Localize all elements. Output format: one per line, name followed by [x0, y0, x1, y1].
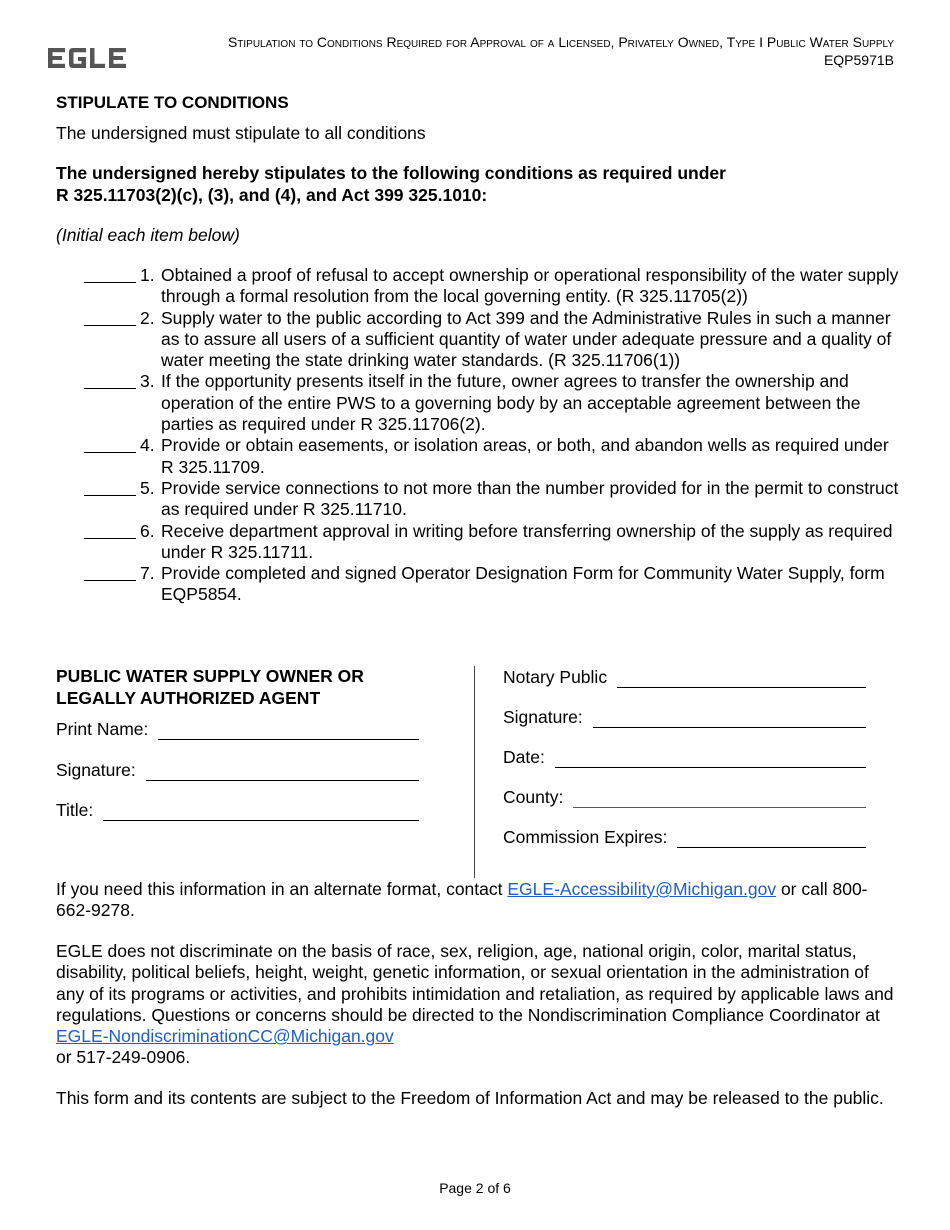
stipulation-heading [56, 163, 896, 206]
condition-item [84, 563, 904, 606]
notary-county-row [503, 786, 866, 808]
nondiscrimination-notice [56, 941, 896, 1069]
notary-block [503, 666, 866, 848]
condition-number: 3. [140, 371, 155, 392]
accessibility-notice [56, 879, 896, 922]
stipulation-heading-line1: The undersigned hereby stipulates to the following conditions as required under [56, 163, 726, 183]
egle-logo [48, 46, 128, 70]
svg-text:EGLE: EGLE [48, 46, 51, 47]
notary-signature-row [503, 706, 866, 728]
initials-field-4[interactable] [84, 435, 136, 453]
condition-number: 7. [140, 563, 155, 584]
section-intro: The undersigned must stipulate to all conditions [56, 123, 426, 143]
commission-expires-label: Commission Expires: [503, 827, 668, 847]
owner-signature-block [56, 666, 426, 821]
owner-title-field[interactable] [103, 805, 419, 821]
notary-public-row [503, 666, 866, 688]
notary-signature-field[interactable] [593, 712, 866, 728]
accessibility-text: If you need this information in an alternate format, contact [56, 879, 508, 899]
accessibility-phone-text: or call 800-662-9278. [56, 879, 868, 921]
commission-expires-row [503, 826, 866, 848]
condition-text: Supply water to the public according to Act 399 and the Administrative Rules in such a manner as to assure all users of a sufficient quantity of water under adequate pressure and a quality of water meeting the state drinking water standards. (R 325.11706(1)) [161, 307, 892, 371]
initials-field-7[interactable] [84, 563, 136, 581]
notary-county-field[interactable] [573, 792, 866, 808]
initials-field-2[interactable] [84, 308, 136, 326]
form-code: EQP5971B [823, 52, 894, 68]
condition-number: 1. [140, 265, 155, 285]
notary-public-field[interactable] [617, 672, 866, 688]
owner-signature-field[interactable] [146, 765, 419, 781]
owner-title-row [56, 799, 419, 821]
condition-number: 6. [140, 520, 155, 541]
document-title: Stipulation to Conditions Required for Approval of a Licensed, Privately Owned, Type I Public Water Supply [227, 34, 894, 50]
column-divider [474, 666, 475, 878]
accessibility-email-link[interactable]: EGLE-Accessibility@Michigan.gov [507, 879, 777, 899]
condition-text: Obtained a proof of refusal to accept ownership or operational responsibility of the water supply through a formal resolution from the local governing entity. (R 325.11705(2)) [161, 265, 899, 307]
condition-item [84, 371, 904, 435]
notary-public-label: Notary Public [503, 667, 608, 687]
condition-text: Provide or obtain easements, or isolation areas, or both, and abandon wells as required under R 325.11709. [161, 435, 889, 477]
print-name-label: Print Name: [56, 719, 149, 739]
condition-number: 4. [140, 435, 155, 456]
notary-signature-label: Signature: [503, 707, 583, 727]
initial-instruction: (Initial each item below) [56, 225, 240, 245]
nondiscrimination-email-link[interactable]: EGLE-NondiscriminationCC@Michigan.gov [56, 1026, 394, 1047]
page-number: Page 2 of 6 [439, 1180, 511, 1196]
condition-text: Receive department approval in writing before transferring ownership of the supply as required under R 325.11711. [161, 520, 893, 562]
conditions-list [84, 265, 904, 606]
initials-field-1[interactable] [84, 265, 136, 283]
stipulation-heading-line2: R 325.11703(2)(c), (3), and (4), and Act 399 325.1010: [56, 184, 488, 205]
owner-heading-line2: LEGALLY AUTHORIZED AGENT [56, 687, 321, 708]
condition-item [84, 478, 904, 521]
owner-heading-line1: PUBLIC WATER SUPPLY OWNER OR [56, 666, 364, 686]
condition-item [84, 308, 904, 372]
condition-number: 2. [140, 307, 155, 328]
condition-text: If the opportunity presents itself in the future, owner agrees to transfer the ownership and operation of the entire PWS to a governing body by an acceptable agreement between the parties as required under R 325.11706(2). [161, 371, 861, 435]
condition-item [84, 435, 904, 478]
notary-date-field[interactable] [555, 752, 866, 768]
foia-notice: This form and its contents are subject to the Freedom of Information Act and may be released to the public. [56, 1088, 884, 1108]
initials-field-5[interactable] [84, 478, 136, 496]
initials-field-6[interactable] [84, 521, 136, 539]
print-name-field[interactable] [158, 724, 419, 740]
condition-text: Provide service connections to not more than the number provided for in the permit to construct as required under R 325.11710. [161, 477, 899, 520]
nondiscrimination-text: EGLE does not discriminate on the basis of race, sex, religion, age, national origin, color, marital status, disability, political beliefs, height, weight, genetic information, or sexual orientation in the administration of any of its programs or activities, and prohibits intimidation and retaliation, as required by applicable laws and regulations. Questions or concerns should be directed to the Nondiscrimination Compliance Coordinator at [56, 941, 894, 1025]
notary-date-row [503, 746, 866, 768]
initials-field-3[interactable] [84, 371, 136, 389]
owner-signature-row [56, 759, 419, 781]
notary-date-label: Date: [503, 747, 545, 767]
owner-title-label: Title: [56, 800, 94, 820]
commission-expires-field[interactable] [677, 832, 866, 848]
section-title: STIPULATE TO CONDITIONS [56, 93, 289, 112]
owner-signature-label: Signature: [56, 760, 136, 780]
condition-text: Provide completed and signed Operator Designation Form for Community Water Supply, form EQP5854. [161, 563, 885, 605]
document-header [228, 33, 894, 69]
nondiscrimination-phone-text: or 517-249-0906. [56, 1047, 191, 1068]
condition-number: 5. [140, 477, 155, 498]
owner-heading [56, 666, 426, 709]
notary-county-label: County: [503, 787, 564, 807]
condition-item [84, 521, 904, 564]
condition-item [84, 265, 904, 308]
print-name-row [56, 718, 419, 740]
